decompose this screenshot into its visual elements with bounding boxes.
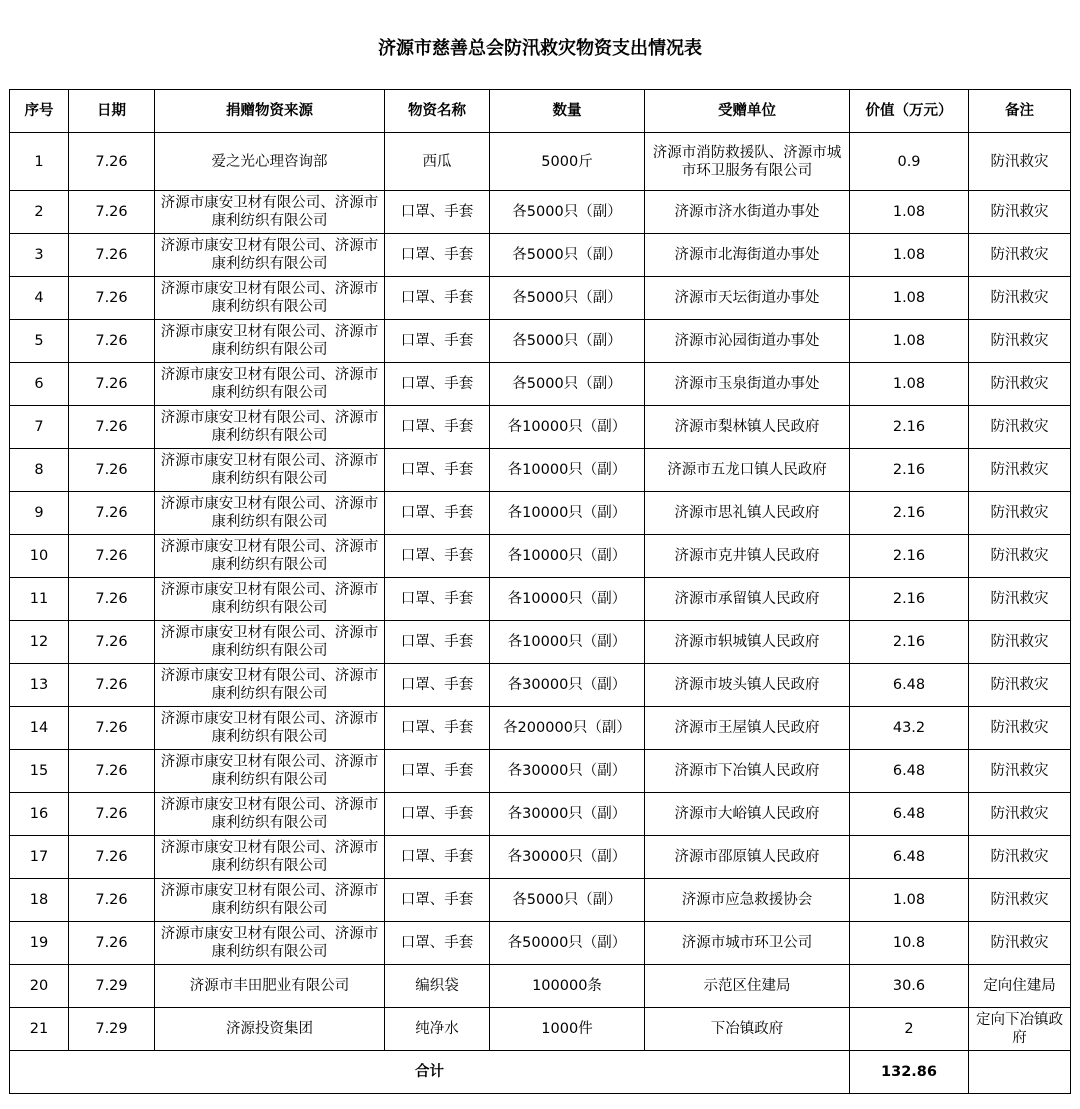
- table-row: [10, 406, 1071, 449]
- cell-item: 口罩、手套: [385, 707, 490, 750]
- cell-index: 16: [10, 793, 69, 836]
- cell-date: 7.26: [69, 750, 155, 793]
- cell-quantity: 各5000只（副）: [490, 191, 645, 234]
- cell-date: 7.29: [69, 965, 155, 1008]
- cell-note: 防汛救灾: [969, 363, 1071, 406]
- table-row: [10, 133, 1071, 191]
- table-row: [10, 707, 1071, 750]
- page-title: 济源市慈善总会防汛救灾物资支出情况表: [378, 38, 702, 59]
- cell-date: 7.26: [69, 449, 155, 492]
- table-row: [10, 879, 1071, 922]
- cell-item: 口罩、手套: [385, 449, 490, 492]
- cell-quantity: 各10000只（副）: [490, 578, 645, 621]
- col-header-recipient: 受赠单位: [645, 90, 850, 133]
- cell-value: 2.16: [850, 621, 969, 664]
- table-row: [10, 578, 1071, 621]
- cell-date: 7.26: [69, 191, 155, 234]
- cell-date: 7.26: [69, 793, 155, 836]
- cell-item: 口罩、手套: [385, 836, 490, 879]
- table-row: [10, 621, 1071, 664]
- cell-quantity: 各5000只（副）: [490, 363, 645, 406]
- cell-value: 0.9: [850, 133, 969, 191]
- cell-note: 防汛救灾: [969, 406, 1071, 449]
- cell-source: 济源市康安卫材有限公司、济源市康利纺织有限公司: [155, 492, 385, 535]
- cell-item: 纯净水: [385, 1008, 490, 1051]
- cell-item: 口罩、手套: [385, 664, 490, 707]
- table-row: [10, 965, 1071, 1008]
- cell-recipient: 济源市五龙口镇人民政府: [645, 449, 850, 492]
- table-row: [10, 449, 1071, 492]
- table-row: [10, 836, 1071, 879]
- cell-quantity: 5000斤: [490, 133, 645, 191]
- cell-index: 20: [10, 965, 69, 1008]
- cell-date: 7.26: [69, 234, 155, 277]
- cell-source: 济源市康安卫材有限公司、济源市康利纺织有限公司: [155, 793, 385, 836]
- cell-source: 济源市康安卫材有限公司、济源市康利纺织有限公司: [155, 191, 385, 234]
- cell-note: 防汛救灾: [969, 449, 1071, 492]
- cell-note: 防汛救灾: [969, 234, 1071, 277]
- cell-value: 2.16: [850, 492, 969, 535]
- cell-item: 口罩、手套: [385, 234, 490, 277]
- col-header-quantity: 数量: [490, 90, 645, 133]
- cell-source: 济源市康安卫材有限公司、济源市康利纺织有限公司: [155, 750, 385, 793]
- cell-recipient: 济源市消防救援队、济源市城市环卫服务有限公司: [645, 133, 850, 191]
- table-row: [10, 1008, 1071, 1051]
- cell-item: 口罩、手套: [385, 191, 490, 234]
- cell-index: 21: [10, 1008, 69, 1051]
- cell-value: 43.2: [850, 707, 969, 750]
- cell-value: 6.48: [850, 836, 969, 879]
- cell-quantity: 各30000只（副）: [490, 664, 645, 707]
- cell-recipient: 济源市天坛街道办事处: [645, 277, 850, 320]
- col-header-note: 备注: [969, 90, 1071, 133]
- cell-date: 7.26: [69, 879, 155, 922]
- cell-value: 6.48: [850, 793, 969, 836]
- cell-index: 14: [10, 707, 69, 750]
- cell-source: 济源市康安卫材有限公司、济源市康利纺织有限公司: [155, 621, 385, 664]
- cell-source: 济源市康安卫材有限公司、济源市康利纺织有限公司: [155, 922, 385, 965]
- col-header-date: 日期: [69, 90, 155, 133]
- cell-quantity: 各5000只（副）: [490, 320, 645, 363]
- cell-quantity: 各5000只（副）: [490, 234, 645, 277]
- cell-value: 6.48: [850, 750, 969, 793]
- col-header-value: 价值（万元）: [850, 90, 969, 133]
- col-header-source: 捐赠物资来源: [155, 90, 385, 133]
- cell-date: 7.26: [69, 621, 155, 664]
- cell-recipient: 下冶镇政府: [645, 1008, 850, 1051]
- cell-note: 定向下冶镇政府: [969, 1008, 1071, 1051]
- cell-note: 防汛救灾: [969, 621, 1071, 664]
- cell-value: 2.16: [850, 535, 969, 578]
- cell-item: 口罩、手套: [385, 320, 490, 363]
- cell-item: 口罩、手套: [385, 879, 490, 922]
- table-row: [10, 664, 1071, 707]
- cell-index: 3: [10, 234, 69, 277]
- total-label: 合计: [10, 1051, 850, 1094]
- cell-date: 7.26: [69, 578, 155, 621]
- cell-value: 1.08: [850, 277, 969, 320]
- cell-quantity: 各5000只（副）: [490, 277, 645, 320]
- cell-value: 2.16: [850, 578, 969, 621]
- cell-value: 2.16: [850, 449, 969, 492]
- cell-date: 7.26: [69, 406, 155, 449]
- cell-recipient: 济源市大峪镇人民政府: [645, 793, 850, 836]
- cell-recipient: 济源市沁园街道办事处: [645, 320, 850, 363]
- cell-value: 2: [850, 1008, 969, 1051]
- cell-quantity: 各10000只（副）: [490, 621, 645, 664]
- cell-date: 7.26: [69, 707, 155, 750]
- cell-item: 口罩、手套: [385, 492, 490, 535]
- cell-recipient: 济源市轵城镇人民政府: [645, 621, 850, 664]
- cell-quantity: 各30000只（副）: [490, 793, 645, 836]
- cell-item: 口罩、手套: [385, 922, 490, 965]
- cell-item: 口罩、手套: [385, 406, 490, 449]
- cell-recipient: 示范区住建局: [645, 965, 850, 1008]
- cell-quantity: 各10000只（副）: [490, 492, 645, 535]
- total-value: 132.86: [850, 1051, 969, 1094]
- col-header-item: 物资名称: [385, 90, 490, 133]
- cell-date: 7.26: [69, 363, 155, 406]
- cell-note: 防汛救灾: [969, 793, 1071, 836]
- cell-note: 防汛救灾: [969, 578, 1071, 621]
- cell-recipient: 济源市梨林镇人民政府: [645, 406, 850, 449]
- total-note: [969, 1051, 1071, 1094]
- table-row: [10, 234, 1071, 277]
- cell-index: 17: [10, 836, 69, 879]
- cell-source: 爱之光心理咨询部: [155, 133, 385, 191]
- cell-note: 防汛救灾: [969, 320, 1071, 363]
- cell-recipient: 济源市思礼镇人民政府: [645, 492, 850, 535]
- cell-date: 7.26: [69, 664, 155, 707]
- cell-index: 2: [10, 191, 69, 234]
- cell-value: 30.6: [850, 965, 969, 1008]
- cell-value: 1.08: [850, 191, 969, 234]
- cell-index: 1: [10, 133, 69, 191]
- cell-item: 口罩、手套: [385, 621, 490, 664]
- cell-index: 10: [10, 535, 69, 578]
- cell-source: 济源市康安卫材有限公司、济源市康利纺织有限公司: [155, 320, 385, 363]
- cell-source: 济源市康安卫材有限公司、济源市康利纺织有限公司: [155, 449, 385, 492]
- cell-quantity: 100000条: [490, 965, 645, 1008]
- cell-date: 7.26: [69, 320, 155, 363]
- cell-item: 口罩、手套: [385, 793, 490, 836]
- table-row: [10, 750, 1071, 793]
- cell-index: 9: [10, 492, 69, 535]
- cell-recipient: 济源市王屋镇人民政府: [645, 707, 850, 750]
- cell-recipient: 济源市承留镇人民政府: [645, 578, 850, 621]
- col-header-index: 序号: [10, 90, 69, 133]
- cell-recipient: 济源市城市环卫公司: [645, 922, 850, 965]
- table-row: [10, 363, 1071, 406]
- header-row: [10, 90, 1071, 133]
- cell-value: 10.8: [850, 922, 969, 965]
- cell-item: 口罩、手套: [385, 578, 490, 621]
- cell-index: 5: [10, 320, 69, 363]
- cell-date: 7.29: [69, 1008, 155, 1051]
- table-row: [10, 492, 1071, 535]
- cell-note: 防汛救灾: [969, 922, 1071, 965]
- cell-value: 6.48: [850, 664, 969, 707]
- cell-note: 防汛救灾: [969, 664, 1071, 707]
- cell-date: 7.26: [69, 836, 155, 879]
- cell-value: 1.08: [850, 234, 969, 277]
- expenditure-table: [9, 89, 1071, 1094]
- total-row: [10, 1051, 1071, 1094]
- table-row: [10, 922, 1071, 965]
- cell-source: 济源市康安卫材有限公司、济源市康利纺织有限公司: [155, 277, 385, 320]
- cell-index: 4: [10, 277, 69, 320]
- table-row: [10, 793, 1071, 836]
- cell-value: 1.08: [850, 320, 969, 363]
- cell-note: 防汛救灾: [969, 750, 1071, 793]
- cell-index: 7: [10, 406, 69, 449]
- cell-item: 西瓜: [385, 133, 490, 191]
- cell-note: 防汛救灾: [969, 836, 1071, 879]
- cell-recipient: 济源市邵原镇人民政府: [645, 836, 850, 879]
- cell-index: 13: [10, 664, 69, 707]
- cell-recipient: 济源市克井镇人民政府: [645, 535, 850, 578]
- cell-item: 口罩、手套: [385, 535, 490, 578]
- cell-note: 定向住建局: [969, 965, 1071, 1008]
- cell-index: 8: [10, 449, 69, 492]
- table-row: [10, 535, 1071, 578]
- table-row: [10, 277, 1071, 320]
- cell-index: 19: [10, 922, 69, 965]
- cell-value: 1.08: [850, 879, 969, 922]
- cell-source: 济源市康安卫材有限公司、济源市康利纺织有限公司: [155, 578, 385, 621]
- cell-note: 防汛救灾: [969, 492, 1071, 535]
- cell-quantity: 各200000只（副）: [490, 707, 645, 750]
- cell-source: 济源市康安卫材有限公司、济源市康利纺织有限公司: [155, 879, 385, 922]
- cell-note: 防汛救灾: [969, 707, 1071, 750]
- cell-index: 12: [10, 621, 69, 664]
- cell-recipient: 济源市应急救援协会: [645, 879, 850, 922]
- cell-date: 7.26: [69, 535, 155, 578]
- cell-index: 18: [10, 879, 69, 922]
- table-row: [10, 191, 1071, 234]
- cell-date: 7.26: [69, 492, 155, 535]
- cell-value: 1.08: [850, 363, 969, 406]
- cell-source: 济源市康安卫材有限公司、济源市康利纺织有限公司: [155, 707, 385, 750]
- cell-source: 济源投资集团: [155, 1008, 385, 1051]
- cell-note: 防汛救灾: [969, 535, 1071, 578]
- cell-source: 济源市康安卫材有限公司、济源市康利纺织有限公司: [155, 406, 385, 449]
- cell-recipient: 济源市坡头镇人民政府: [645, 664, 850, 707]
- cell-date: 7.26: [69, 277, 155, 320]
- cell-value: 2.16: [850, 406, 969, 449]
- cell-note: 防汛救灾: [969, 879, 1071, 922]
- cell-index: 15: [10, 750, 69, 793]
- table-row: [10, 320, 1071, 363]
- cell-note: 防汛救灾: [969, 277, 1071, 320]
- cell-quantity: 各5000只（副）: [490, 879, 645, 922]
- cell-quantity: 1000件: [490, 1008, 645, 1051]
- cell-index: 6: [10, 363, 69, 406]
- cell-date: 7.26: [69, 922, 155, 965]
- cell-recipient: 济源市北海街道办事处: [645, 234, 850, 277]
- cell-quantity: 各50000只（副）: [490, 922, 645, 965]
- cell-source: 济源市康安卫材有限公司、济源市康利纺织有限公司: [155, 363, 385, 406]
- cell-item: 口罩、手套: [385, 363, 490, 406]
- cell-index: 11: [10, 578, 69, 621]
- cell-note: 防汛救灾: [969, 133, 1071, 191]
- cell-source: 济源市康安卫材有限公司、济源市康利纺织有限公司: [155, 836, 385, 879]
- cell-source: 济源市康安卫材有限公司、济源市康利纺织有限公司: [155, 535, 385, 578]
- cell-item: 编织袋: [385, 965, 490, 1008]
- cell-source: 济源市康安卫材有限公司、济源市康利纺织有限公司: [155, 664, 385, 707]
- cell-quantity: 各30000只（副）: [490, 836, 645, 879]
- cell-date: 7.26: [69, 133, 155, 191]
- cell-source: 济源市丰田肥业有限公司: [155, 965, 385, 1008]
- cell-quantity: 各10000只（副）: [490, 535, 645, 578]
- cell-quantity: 各10000只（副）: [490, 449, 645, 492]
- cell-note: 防汛救灾: [969, 191, 1071, 234]
- cell-recipient: 济源市玉泉街道办事处: [645, 363, 850, 406]
- cell-item: 口罩、手套: [385, 277, 490, 320]
- cell-quantity: 各10000只（副）: [490, 406, 645, 449]
- cell-source: 济源市康安卫材有限公司、济源市康利纺织有限公司: [155, 234, 385, 277]
- cell-quantity: 各30000只（副）: [490, 750, 645, 793]
- cell-recipient: 济源市济水街道办事处: [645, 191, 850, 234]
- cell-recipient: 济源市下冶镇人民政府: [645, 750, 850, 793]
- cell-item: 口罩、手套: [385, 750, 490, 793]
